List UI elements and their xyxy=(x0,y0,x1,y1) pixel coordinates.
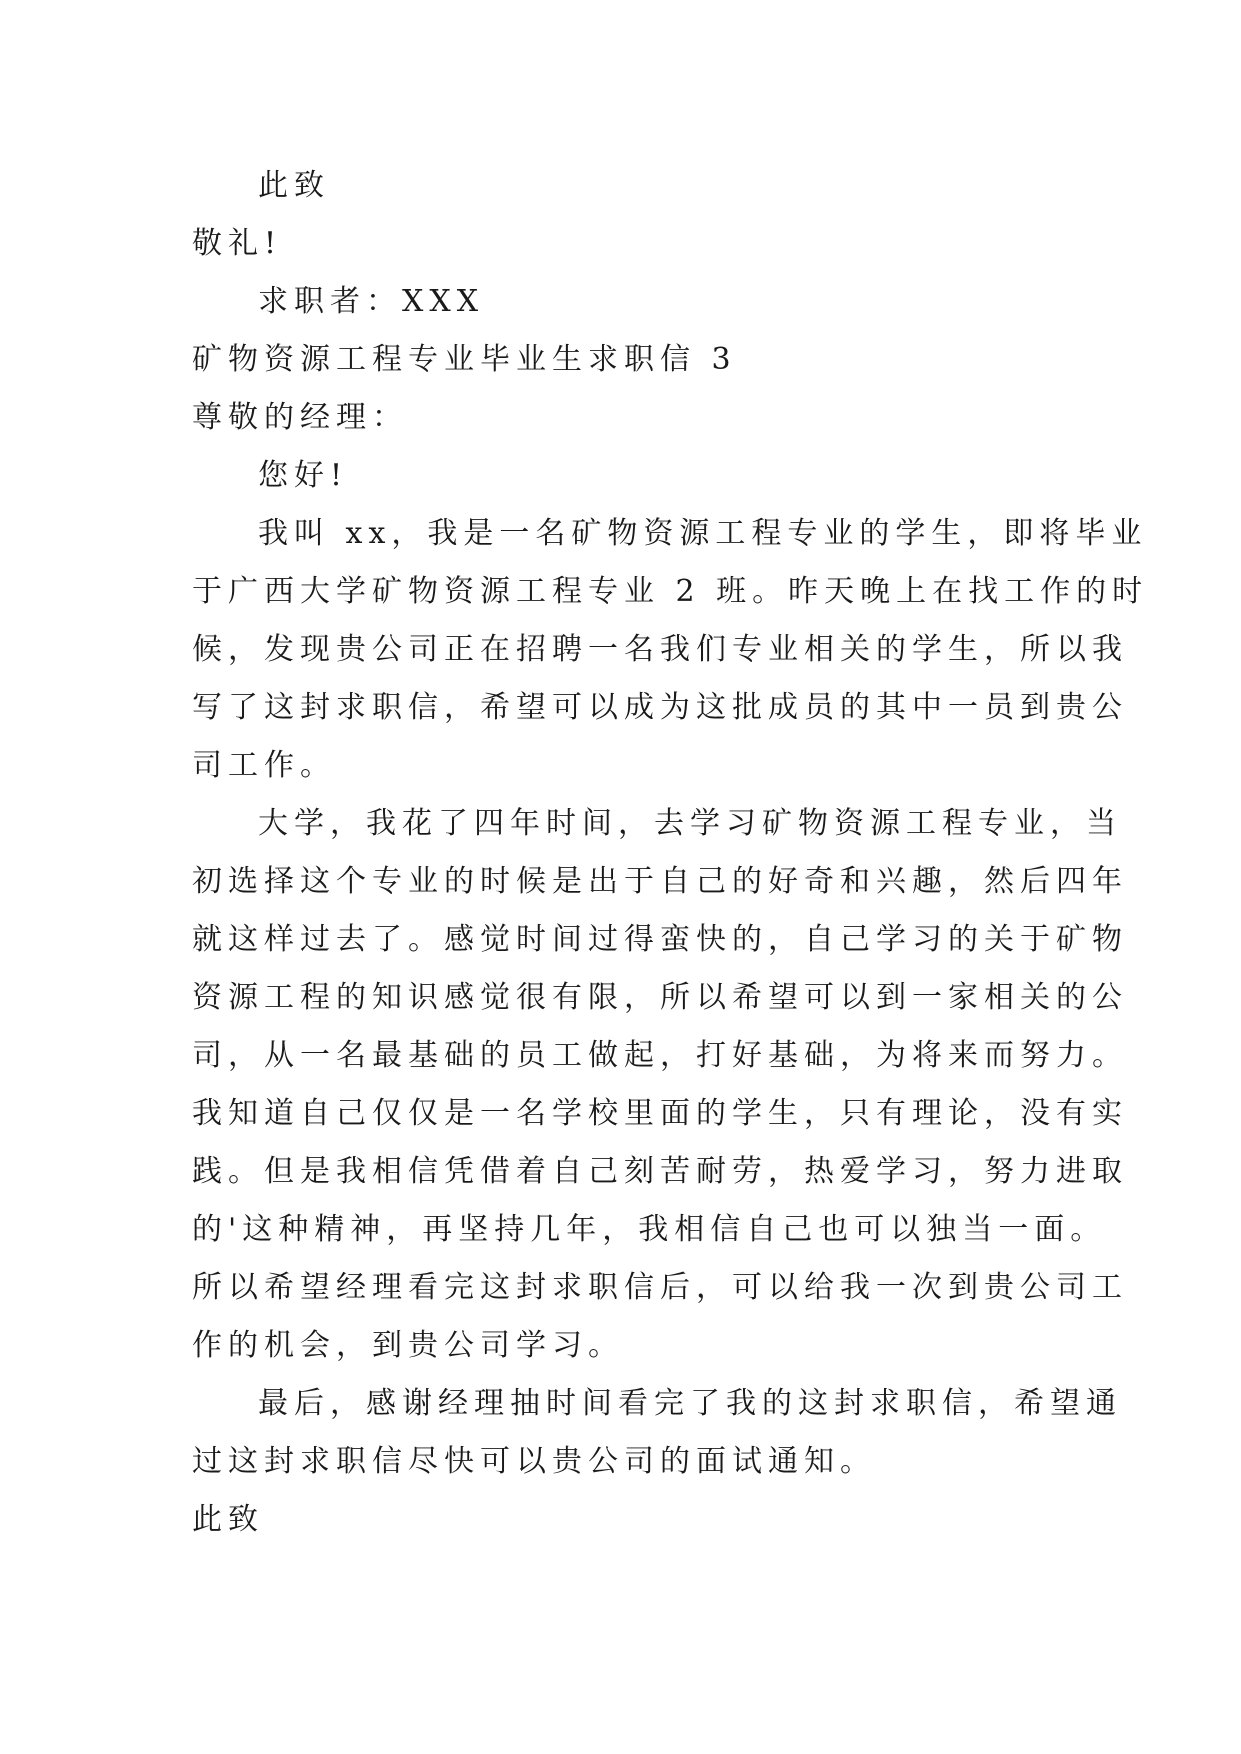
paragraph-line: 过这封求职信尽快可以贵公司的面试通知。 xyxy=(192,1444,876,1479)
letter-title: 矿物资源工程专业毕业生求职信 3 xyxy=(192,342,737,377)
greeting: 您好! xyxy=(258,458,349,493)
paragraph-line: 所以希望经理看完这封求职信后，可以给我一次到贵公司工 xyxy=(192,1270,1128,1305)
applicant-signature: 求职者：XXX xyxy=(258,284,485,319)
salutation: 尊敬的经理： xyxy=(192,400,408,435)
paragraph-line: 我叫 xx，我是一名矿物资源工程专业的学生，即将毕业 xyxy=(258,516,1148,551)
paragraph-line: 就这样过去了。感觉时间过得蛮快的，自己学习的关于矿物 xyxy=(192,922,1128,957)
paragraph-line: 践。但是我相信凭借着自己刻苦耐劳，热爱学习，努力进取 xyxy=(192,1154,1128,1189)
paragraph-line: 最后，感谢经理抽时间看完了我的这封求职信，希望通 xyxy=(258,1386,1122,1421)
paragraph-line: 司工作。 xyxy=(192,748,336,783)
closing-jing-li: 敬礼! xyxy=(192,226,283,261)
paragraph-line: 资源工程的知识感觉很有限，所以希望可以到一家相关的公 xyxy=(192,980,1128,1015)
paragraph-line: 初选择这个专业的时候是出于自己的好奇和兴趣，然后四年 xyxy=(192,864,1128,899)
paragraph-line: 的'这种精神，再坚持几年，我相信自己也可以独当一面。 xyxy=(192,1212,1107,1247)
paragraph-line: 司，从一名最基础的员工做起，打好基础，为将来而努力。 xyxy=(192,1038,1128,1073)
paragraph-line: 我知道自己仅仅是一名学校里面的学生，只有理论，没有实 xyxy=(192,1096,1128,1131)
paragraph-line: 于广西大学矿物资源工程专业 2 班。昨天晚上在找工作的时 xyxy=(192,574,1149,609)
paragraph-line: 写了这封求职信，希望可以成为这批成员的其中一员到贵公 xyxy=(192,690,1128,725)
closing-ci-zhi-bottom: 此致 xyxy=(192,1502,264,1537)
paragraph-line: 作的机会，到贵公司学习。 xyxy=(192,1328,624,1363)
paragraph-line: 大学，我花了四年时间，去学习矿物资源工程专业，当 xyxy=(258,806,1122,841)
closing-ci-zhi: 此致 xyxy=(258,168,330,203)
paragraph-line: 候，发现贵公司正在招聘一名我们专业相关的学生，所以我 xyxy=(192,632,1128,667)
